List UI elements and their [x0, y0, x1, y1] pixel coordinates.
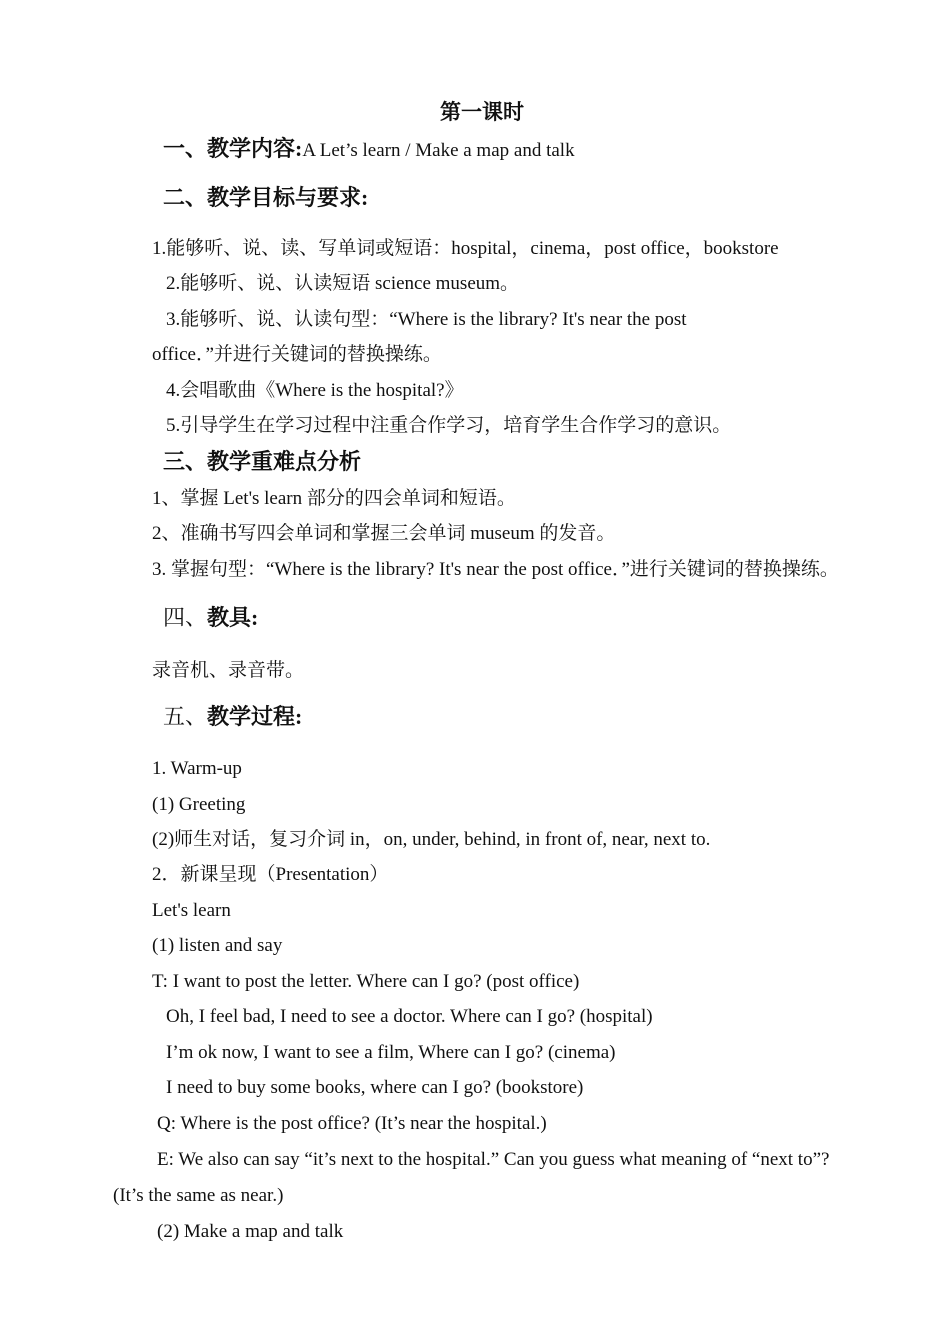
keypoint-item: 1、掌握 Let's learn 部分的四会单词和短语。 — [152, 488, 516, 509]
process-line: E: We also can say “it’s next to the hospital.” Can you guess what meaning of “next to”? — [157, 1149, 830, 1170]
process-line: Q: Where is the post office? (It’s near the hospital.) — [157, 1113, 547, 1134]
section-keypoints-heading: 三、教学重难点分析 — [163, 449, 362, 474]
process-line: (2)师生对话，复习介词 in，on, under, behind, in front of, near, next to. — [152, 829, 711, 850]
section-teaching-content — [163, 137, 575, 163]
section-process-prefix: 五、 — [163, 704, 208, 729]
keypoint-item: 2、准确书写四会单词和掌握三会单词 museum 的发音。 — [152, 523, 616, 544]
keypoint-item: 3. 掌握句型：“Where is the library? It's near the post office．”进行关键词的替换操练。 — [152, 559, 839, 580]
section-goals-heading: 二、教学目标与要求: — [163, 185, 369, 210]
section-tools-prefix: 四、 — [163, 605, 208, 630]
lesson-title: 第一课时 — [440, 100, 524, 124]
goal-item: 4.会唱歌曲《Where is the hospital?》 — [166, 380, 464, 401]
goal-item: 3.能够听、说、认读句型：“Where is the library? It's near the post — [166, 309, 687, 330]
tools-text: 录音机、录音带。 — [152, 660, 305, 681]
process-line: I need to buy some books, where can I go? (bookstore) — [166, 1077, 584, 1098]
section-process-label: 教学过程: — [207, 704, 303, 729]
process-line: I’m ok now, I want to see a film, Where can I go? (cinema) — [166, 1042, 616, 1063]
section-tools-label: 教具: — [207, 605, 259, 630]
process-line: T: I want to post the letter. Where can I go? (post office) — [152, 971, 580, 992]
process-line: 2．新课呈现（Presentation） — [152, 864, 389, 885]
process-line: 1. Warm-up — [152, 758, 242, 779]
process-line: Oh, I feel bad, I need to see a doctor. Where can I go? (hospital) — [166, 1006, 653, 1027]
goal-item: 2.能够听、说、认读短语 science museum。 — [166, 273, 520, 294]
section-teaching-content-value: A Let’s learn / Make a map and talk — [302, 140, 575, 161]
goal-item: 5.引导学生在学习过程中注重合作学习，培育学生合作学习的意识。 — [166, 415, 732, 436]
process-line: (It’s the same as near.) — [113, 1185, 284, 1206]
process-line: (1) Greeting — [152, 794, 246, 815]
section-teaching-content-label: 一、教学内容: — [163, 136, 303, 161]
goal-item: 1.能够听、说、读、写单词或短语：hospital，cinema，post office，bookstore — [152, 238, 779, 259]
process-line: (1) listen and say — [152, 935, 283, 956]
section-tools-heading — [163, 606, 258, 630]
process-line: (2) Make a map and talk — [157, 1221, 344, 1242]
goal-item: office．”并进行关键词的替换操练。 — [152, 344, 442, 365]
process-line: Let's learn — [152, 900, 231, 921]
section-process-heading — [163, 705, 302, 729]
